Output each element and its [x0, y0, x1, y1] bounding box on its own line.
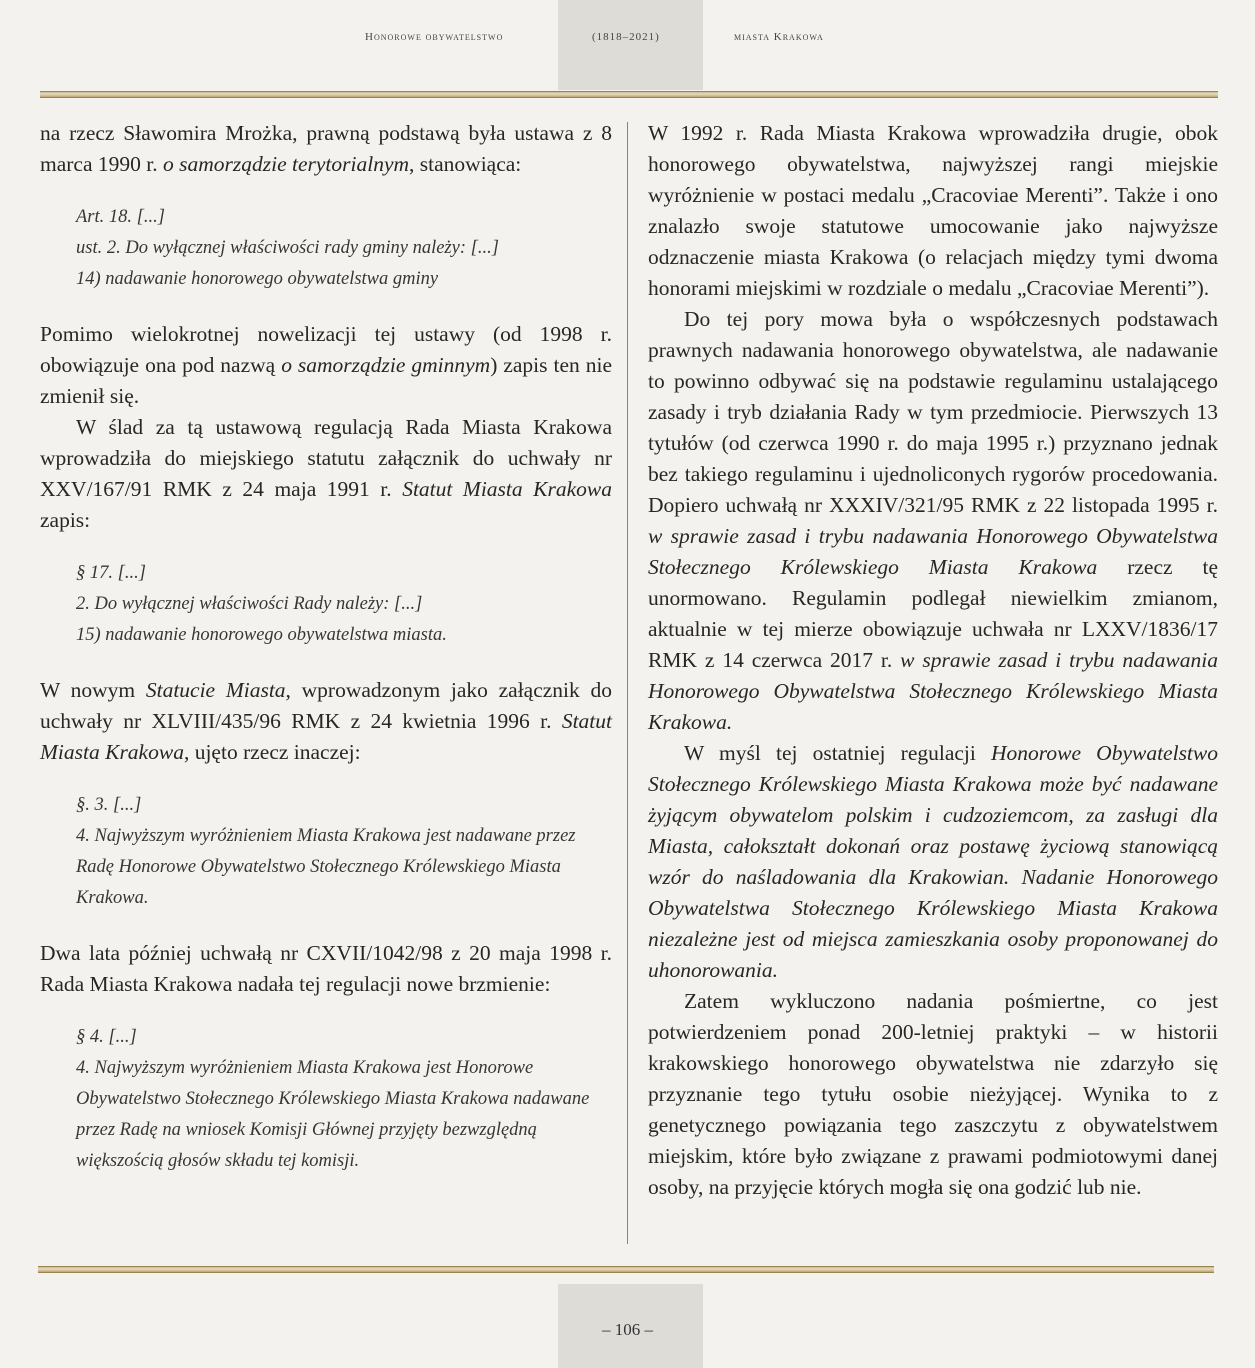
text-segment: W ślad za tą ustawową regulacją Rada Miasta Krakowa wprowadziła do miejskiego statutu załącznik do uchwały nr XXV/167/91 RMK z 24 maja 1991 r. — [40, 415, 612, 501]
bottom-rule — [38, 1266, 1214, 1273]
quote-block — [76, 1022, 612, 1177]
text-segment: zapis: — [40, 508, 91, 532]
running-head-middle: (1818–2021) — [592, 31, 660, 43]
top-rule — [40, 91, 1218, 98]
text-segment: Do tej pory mowa była o współczesnych podstawach prawnych nadawania honorowego obywatelstwa, ale nadawanie to powinno odbywać się na podstawie regulaminu ustalającego zasady i tryb działania Rady w tym przedmiocie. Pierwszych 13 tytułów (od czerwca 1990 r. do maja 1995 r.) przyznano jednak bez takiego regulaminu i ujednoliconych rygorów procedowania. Dopiero uchwałą nr XXXIV/321/95 RMK z 22 listopada 1995 r. — [648, 307, 1218, 517]
running-head-left: Honorowe obywatelstwo — [365, 31, 504, 43]
quote-line: Art. 18. [...] — [76, 207, 165, 227]
text-segment: , stanowiąca: — [409, 152, 522, 176]
text-segment: ) zapis ten nie zmienił się. — [40, 353, 612, 408]
text-segment: Dwa lata później uchwałą nr CXVII/1042/98 z 20 maja 1998 r. Rada Miasta Krakowa nadała tej regulacji nowe brzmienie: — [40, 941, 612, 996]
text-segment: , wprowadzonym jako załącznik do uchwały nr XLVIII/435/96 RMK z 24 kwietnia 1996 r. — [40, 678, 612, 733]
paragraph — [40, 938, 612, 1000]
quote-line: §. 3. [...] — [76, 795, 142, 815]
text-segment: Zatem wykluczono nadania pośmiertne, co jest potwierdzeniem ponad 200-letniej praktyki – w historii krakowskiego honorowego obywatelstwa nie zdarzyło się przyznanie tego tytułu osobie nieżyjącej. Wynika to z genetycznego powiązania tego zaszczytu z obywatelstwem miejskim, które było związane z prawami podmiotowymi danej osoby, na przyjęcie których mogła się ona godzić lub nie. — [648, 989, 1218, 1199]
column-divider — [627, 122, 628, 1244]
page-number: – 106 – — [602, 1320, 653, 1339]
quote-line: 14) nadawanie honorowego obywatelstwa gminy — [76, 269, 439, 289]
quote-block — [76, 558, 612, 651]
text-segment: o samorządzie terytorialnym — [163, 152, 410, 176]
quote-block — [76, 202, 612, 295]
quote-line: § 17. [...] — [76, 563, 146, 583]
quote-line: ust. 2. Do wyłącznej właściwości rady gminy należy: [...] — [76, 238, 499, 258]
left-column — [40, 118, 612, 1201]
quote-line: 2. Do wyłącznej właściwości Rady należy: [...] — [76, 594, 423, 614]
quote-block — [76, 790, 612, 914]
paragraph — [40, 675, 612, 768]
header-band — [558, 0, 703, 90]
text-segment: Statut Miasta Krakowa — [40, 709, 612, 764]
paragraph — [648, 118, 1218, 304]
text-segment: W 1992 r. Rada Miasta Krakowa wprowadziła drugie, obok honorowego obywatelstwa, najwyższej rangi miejskie wyróżnienie w postaci medalu „Cracoviae Merenti”. Także i ono znalazło swoje statutowe umocowanie jako najwyższe odznaczenie miasta Krakowa (o relacjach między tymi dwoma honorami miejskimi w rozdziale o medalu „Cracoviae Merenti”). — [648, 121, 1218, 300]
quote-line: 4. Najwyższym wyróżnieniem Miasta Krakowa jest nadawane przez Radę Honorowe Obywatelstwo Stołecznego Królewskiego Miasta Krakowa. — [76, 826, 576, 908]
text-segment: Pomimo wielokrotnej nowelizacji tej ustawy (od 1998 r. obowiązuje ona pod nazwą — [40, 322, 612, 377]
text-segment: Statucie Miasta — [145, 678, 286, 702]
right-column — [648, 118, 1218, 1203]
quote-line: § 4. [...] — [76, 1027, 137, 1047]
paragraph — [648, 304, 1218, 738]
text-segment: W nowym — [40, 678, 146, 702]
text-segment: o samorządzie gminnym — [281, 353, 491, 377]
paragraph — [40, 319, 612, 412]
text-segment: W myśl tej ostatniej regulacji — [684, 741, 992, 765]
paragraph — [648, 986, 1218, 1203]
text-segment: na rzecz Sławomira Mrożka, prawną podstawą była ustawa z 8 marca 1990 r. — [40, 121, 612, 176]
text-segment: rzecz tę unormowano. Regulamin podlegał niewielkim zmianom, aktualnie w tej mierze obowiązuje uchwała nr LXXV/1836/17 RMK z 14 czerwca 2017 r. — [648, 555, 1218, 672]
paragraph — [648, 738, 1218, 986]
text-segment: w sprawie zasad i trybu nadawania Honorowego Obywatelstwa Stołecznego Królewskiego Miasta Krakowa. — [648, 648, 1218, 734]
running-head-right: miasta Krakowa — [734, 31, 824, 43]
text-segment: Statut Miasta Krakowa — [402, 477, 613, 501]
paragraph — [40, 412, 612, 536]
quote-line: 15) nadawanie honorowego obywatelstwa miasta. — [76, 625, 447, 645]
quote-line: 4. Najwyższym wyróżnieniem Miasta Krakowa jest Honorowe Obywatelstwo Stołecznego Królewskiego Miasta Krakowa nadawane przez Radę na wniosek Komisji Głównej przyjęty bezwzględną większością głosów składu tej komisji. — [76, 1058, 590, 1171]
paragraph — [40, 118, 612, 180]
text-segment: , ujęto rzecz inaczej: — [183, 740, 361, 764]
text-segment: w sprawie zasad i trybu nadawania Honorowego Obywatelstwa Stołecznego Królewskiego Miasta Krakowa — [648, 524, 1218, 579]
text-segment: Honorowe Obywatelstwo Stołecznego Królewskiego Miasta Krakowa może być nadawane żyjącym obywatelom polskim i cudzoziemcom, za zasługi dla Miasta, całokształt dokonań oraz postawę życiową stanowiącą wzór do naśladowania dla Krakowian. Nadanie Honorowego Obywatelstwa Stołecznego Królewskiego Miasta Krakowa niezależne jest od miejsca zamieszkania osoby proponowanej do uhonorowania. — [648, 741, 1218, 982]
